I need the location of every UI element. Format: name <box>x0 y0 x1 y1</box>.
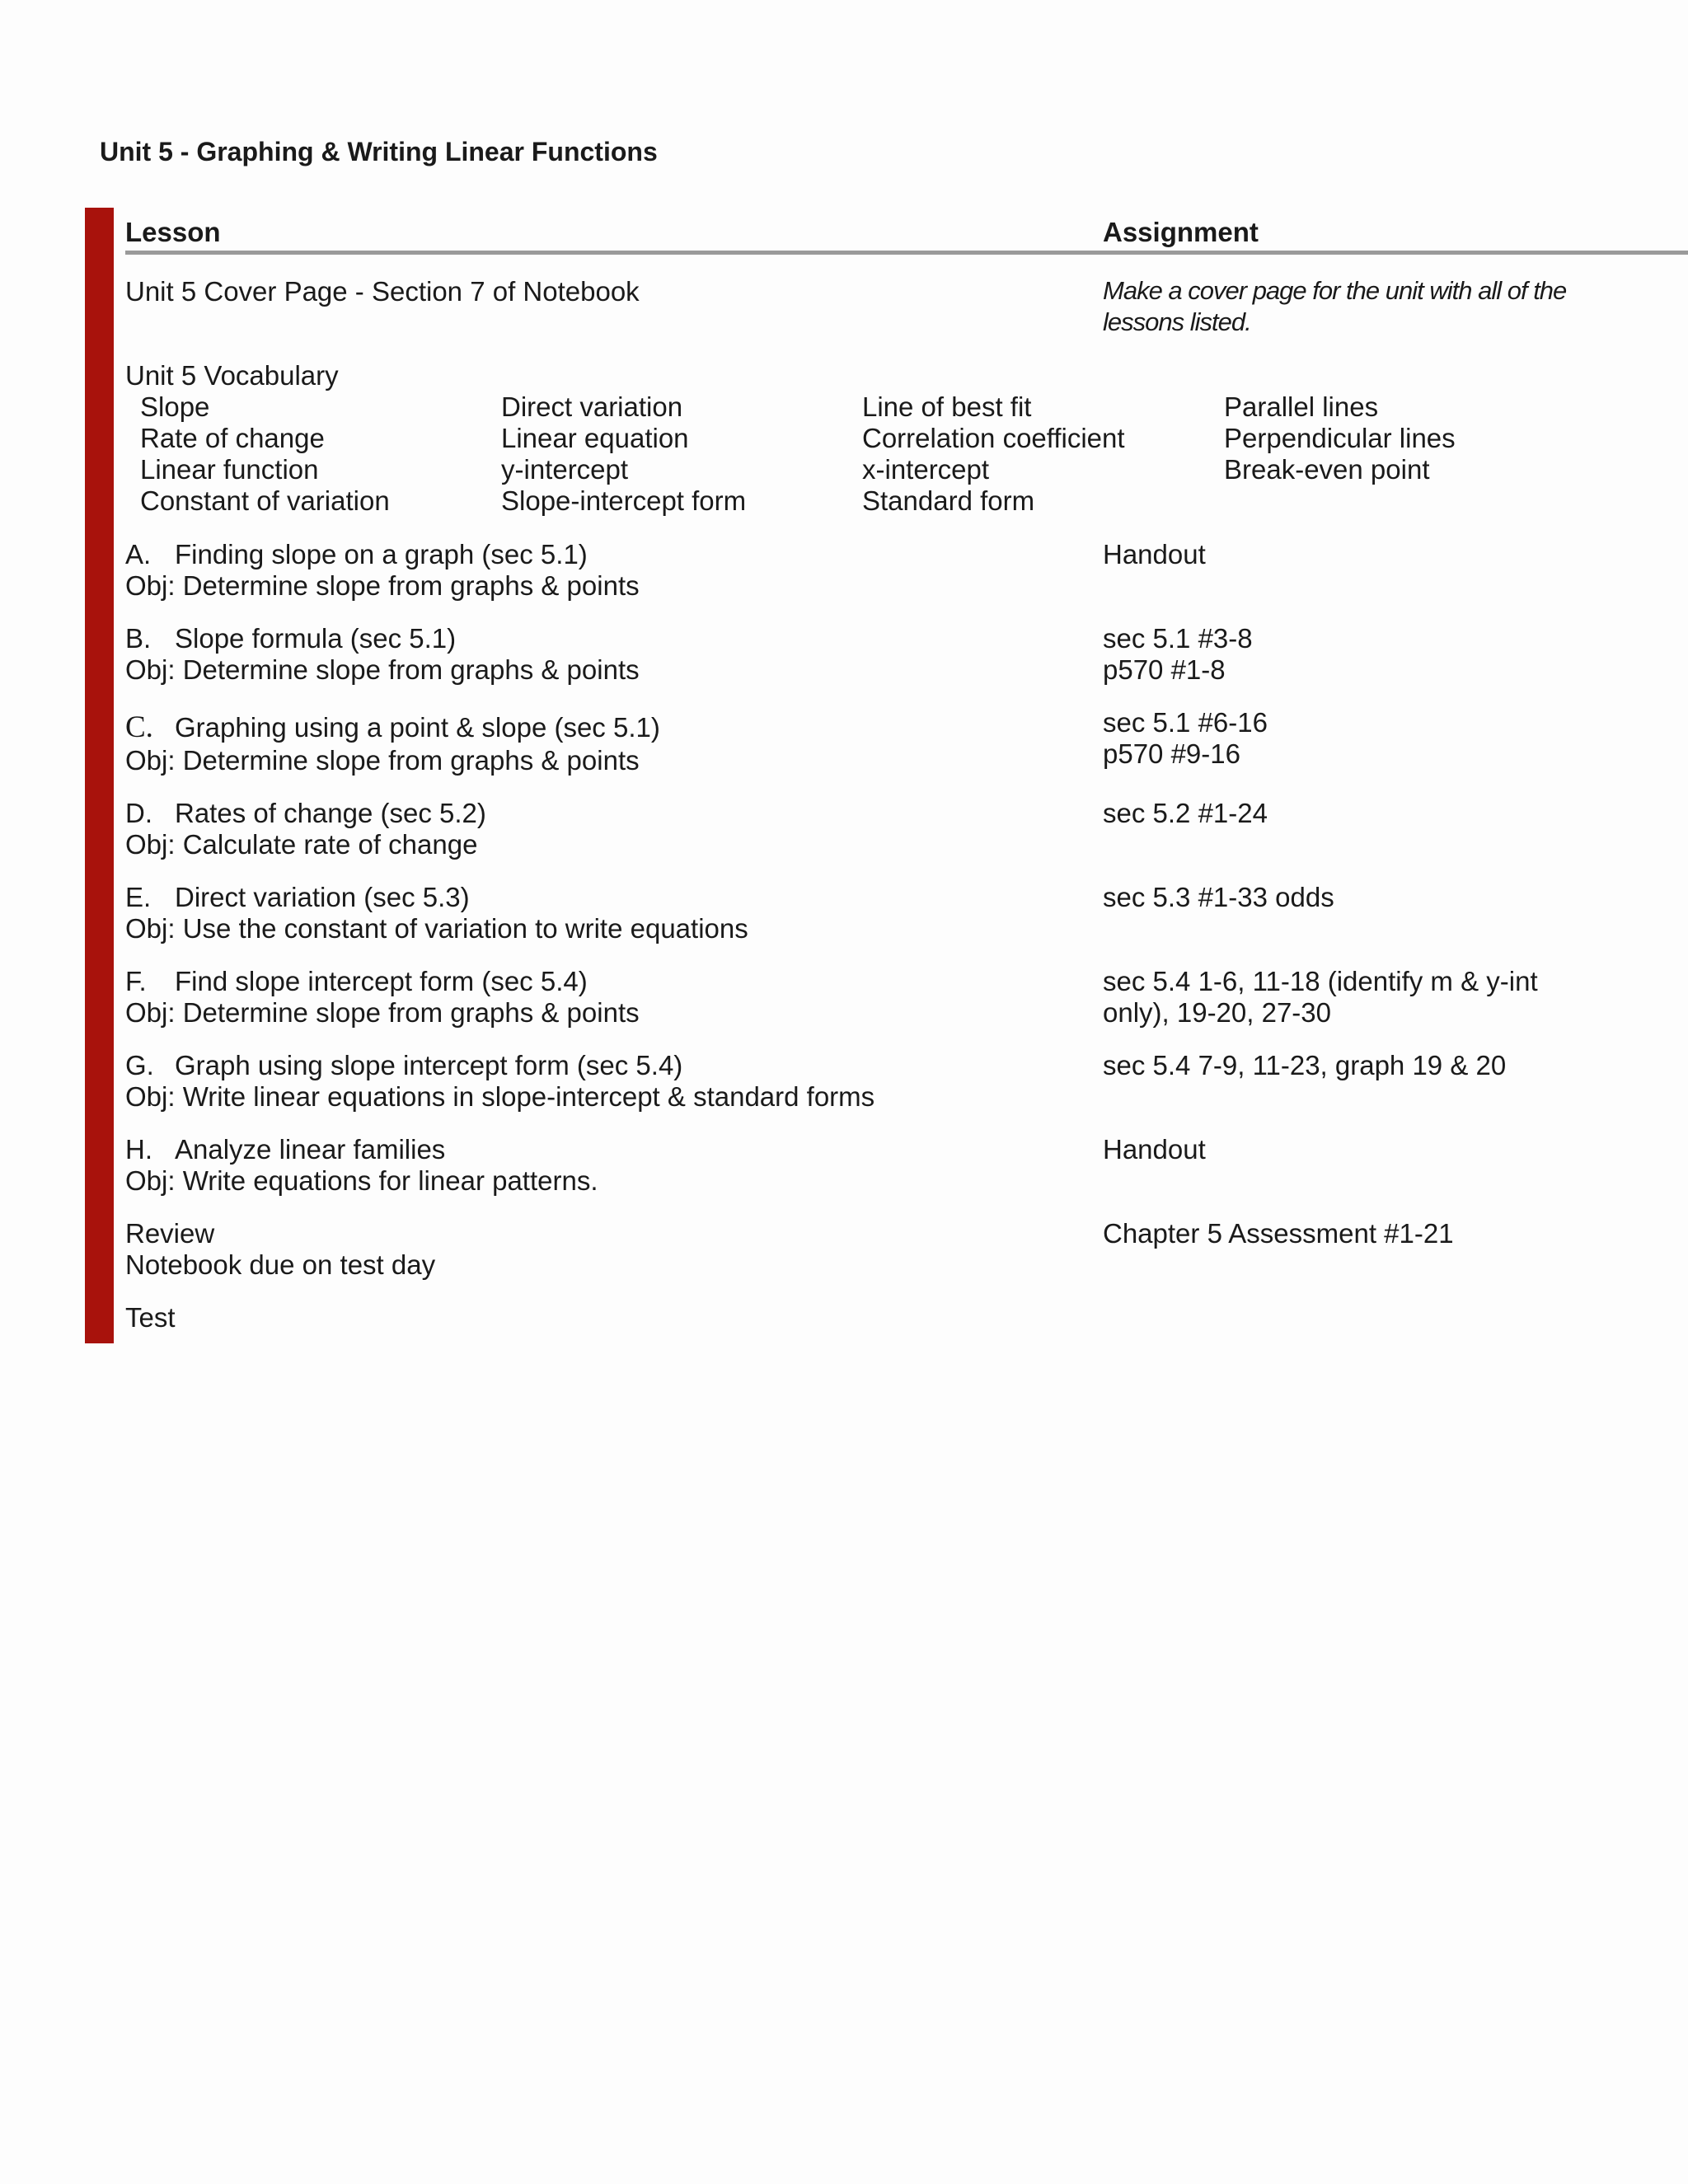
lesson-objective: Obj: Write equations for linear patterns. <box>125 1165 598 1196</box>
lesson-objective: Obj: Use the constant of variation to write equations <box>125 913 748 944</box>
vocabulary-term: Break-even point <box>1224 454 1430 485</box>
lesson-assignment: sec 5.2 #1-24 <box>1103 798 1268 828</box>
review-assignment: Chapter 5 Assessment #1-21 <box>1103 1218 1454 1249</box>
cover-assignment: Make a cover page for the unit with all of the lessons listed. <box>1103 276 1567 336</box>
lesson-name: Slope formula (sec 5.1) <box>175 623 457 654</box>
lesson-name: Finding slope on a graph (sec 5.1) <box>175 539 588 569</box>
lesson-objective: Obj: Determine slope from graphs & points <box>125 570 640 601</box>
lesson-letter: D. <box>125 798 152 828</box>
lesson-name: Direct variation (sec 5.3) <box>175 882 470 912</box>
lesson-letter: E. <box>125 882 152 912</box>
lesson-assignment: sec 5.1 #3-8 <box>1103 623 1253 654</box>
lesson-name: Find slope intercept form (sec 5.4) <box>175 966 588 996</box>
lesson-assignment: only), 19-20, 27-30 <box>1103 997 1332 1028</box>
header-divider <box>125 251 1688 255</box>
vocabulary-term: Parallel lines <box>1224 391 1379 422</box>
vocabulary-heading: Unit 5 Vocabulary <box>125 360 339 391</box>
lesson-column-header: Lesson <box>125 217 221 247</box>
lesson-name: Rates of change (sec 5.2) <box>175 798 486 828</box>
vocabulary-term: x-intercept <box>862 454 990 485</box>
lesson-assignment: sec 5.1 #6-16 <box>1103 707 1268 738</box>
lesson-objective: Obj: Determine slope from graphs & points <box>125 745 640 776</box>
vocabulary-term: Direct variation <box>501 391 683 422</box>
vocabulary-term: Linear function <box>140 454 319 485</box>
lesson-title <box>125 539 588 570</box>
lesson-title <box>125 882 470 913</box>
vocabulary-term: Standard form <box>862 485 1035 516</box>
vocabulary-term: Rate of change <box>140 423 325 453</box>
document-title: Unit 5 - Graphing & Writing Linear Functions <box>100 137 658 166</box>
vocabulary-term: Line of best fit <box>862 391 1032 422</box>
vocabulary-term: Slope <box>140 391 210 422</box>
lesson-assignment: sec 5.4 1-6, 11-18 (identify m & y-int <box>1103 966 1538 996</box>
lesson-title <box>125 712 660 743</box>
lesson-objective: Obj: Determine slope from graphs & points <box>125 654 640 685</box>
lesson-title <box>125 1134 445 1165</box>
cover-lesson: Unit 5 Cover Page - Section 7 of Notebook <box>125 276 640 307</box>
accent-bar <box>85 208 114 1343</box>
lesson-objective: Obj: Calculate rate of change <box>125 829 478 860</box>
lesson-letter: H. <box>125 1134 152 1165</box>
lesson-title <box>125 798 486 829</box>
lesson-letter: B. <box>125 623 152 654</box>
lesson-letter: G. <box>125 1050 154 1080</box>
vocabulary-term: y-intercept <box>501 454 629 485</box>
vocabulary-term: Perpendicular lines <box>1224 423 1456 453</box>
review-note: Notebook due on test day <box>125 1249 436 1280</box>
vocabulary-term: Correlation coefficient <box>862 423 1125 453</box>
assignment-column-header: Assignment <box>1103 217 1259 247</box>
lesson-assignment: p570 #9-16 <box>1103 738 1240 769</box>
lesson-objective: Obj: Write linear equations in slope-intercept & standard forms <box>125 1081 875 1112</box>
vocabulary-term: Constant of variation <box>140 485 390 516</box>
lesson-title <box>125 966 588 997</box>
lesson-title <box>125 623 456 654</box>
lesson-assignment: sec 5.3 #1-33 odds <box>1103 882 1334 912</box>
lesson-assignment: Handout <box>1103 539 1206 569</box>
lesson-objective: Obj: Determine slope from graphs & points <box>125 997 640 1028</box>
vocabulary-term: Linear equation <box>501 423 689 453</box>
lesson-letter: A. <box>125 539 152 569</box>
lesson-assignment: p570 #1-8 <box>1103 654 1226 685</box>
vocabulary-term: Slope-intercept form <box>501 485 747 516</box>
lesson-title <box>125 1050 682 1081</box>
lesson-assignment: sec 5.4 7-9, 11-23, graph 19 & 20 <box>1103 1050 1507 1080</box>
lesson-name: Graph using slope intercept form (sec 5.4) <box>175 1050 683 1080</box>
lesson-assignment: Handout <box>1103 1134 1206 1165</box>
test-label: Test <box>125 1302 176 1333</box>
review-title: Review <box>125 1218 215 1249</box>
lesson-letter: F. <box>125 966 147 996</box>
lesson-name: Graphing using a point & slope (sec 5.1) <box>175 712 660 743</box>
lesson-letter: C. <box>125 710 153 744</box>
lesson-name: Analyze linear families <box>175 1134 446 1165</box>
